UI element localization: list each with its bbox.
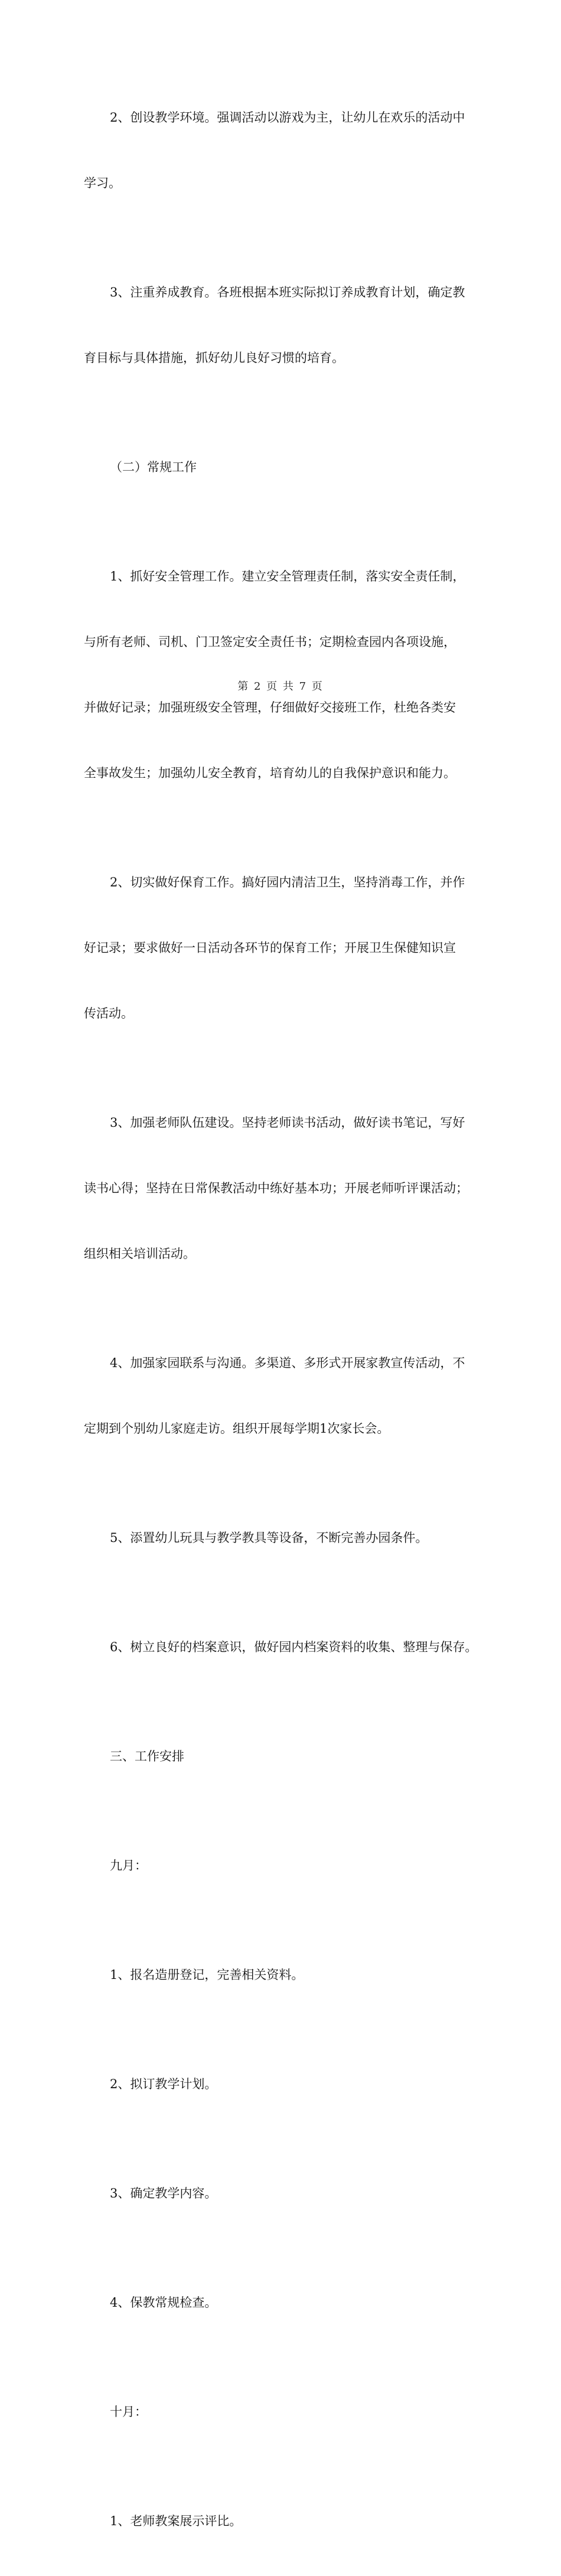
paragraph-care-work [84,828,485,1068]
text-line: 好记录；要求做好一日活动各环节的保育工作；开展卫生保健知识宣 [84,941,456,955]
text-line: 3、注重养成教育。各班根据本班实际拟订养成教育计划，确定教 [110,285,465,299]
paragraph-equipment [84,1483,485,1593]
list-item-text: 2、拟订教学计划。 [110,2077,217,2091]
text-line: 育目标与具体措施，抓好幼儿良好习惯的培育。 [84,351,344,365]
text-line: 学习。 [84,176,121,190]
text-line: 4、加强家园联系与沟通。多渠道、多形式开展家教宣传活动，不 [110,1356,465,1370]
list-item [84,2139,485,2248]
list-item-text: 3、确定教学内容。 [110,2186,217,2200]
section-heading-routine-work [84,413,485,522]
month-heading-september [84,1811,485,1920]
text-line: 并做好记录；加强班级安全管理，仔细做好交接班工作，杜绝各类安 [84,700,456,715]
text-line: 1、抓好安全管理工作。建立安全管理责任制，落实安全责任制， [110,569,465,583]
text-line: 6、树立良好的档案意识，做好园内档案资料的收集、整理与保存。 [110,1640,478,1654]
text-line: 定期到个别幼儿家庭走访。组织开展每学期1次家长会。 [84,1421,390,1436]
paragraph-teacher-team [84,1068,485,1309]
list-item [84,2030,485,2139]
text-line: 2、切实做好保育工作。搞好园内清洁卫生，坚持消毒工作，并作 [110,875,465,889]
paragraph-habit-education [84,238,485,413]
list-item-text: 1、报名造册登记，完善相关资料。 [110,1968,304,1982]
paragraph-create-environment [84,63,485,238]
section-heading-text: 三、工作安排 [110,1749,184,1763]
month-heading-october [84,2357,485,2467]
text-line: 全事故发生；加强幼儿安全教育，培育幼儿的自我保护意识和能力。 [84,766,456,780]
text-line: 2、创设教学环境。强调活动以游戏为主，让幼儿在欢乐的活动中 [110,110,465,125]
text-line: 组织相关培训活动。 [84,1247,195,1261]
section-heading-text: （二）常规工作 [110,460,197,474]
paragraph-home-school [84,1309,485,1483]
month-heading-text: 九月： [110,1858,147,1873]
list-item [84,1920,485,2030]
list-item [84,2467,485,2576]
month-heading-text: 十月： [110,2405,147,2419]
text-line: 传活动。 [84,1006,133,1020]
section-heading-work-schedule [84,1702,485,1811]
list-item-text: 1、老师教案展示评比。 [110,2514,242,2528]
text-line: 5、添置幼儿玩具与教学教具等设备，不断完善办园条件。 [110,1531,428,1545]
list-item-text: 4、保教常规检查。 [110,2295,217,2310]
paragraph-archives [84,1593,485,1702]
paragraph-safety-management [84,522,485,828]
text-line: 读书心得；坚持在日常保教活动中练好基本功；开展老师听评课活动； [84,1181,468,1195]
text-line: 3、加强老师队伍建设。坚持老师读书活动，做好读书笔记，写好 [110,1116,465,1130]
text-line: 与所有老师、司机、门卫签定安全责任书；定期检查园内各项设施， [84,635,456,649]
page-number-footer: 第 2 页 共 7 页 [237,680,324,693]
list-item [84,2248,485,2357]
document-body [84,63,485,2576]
